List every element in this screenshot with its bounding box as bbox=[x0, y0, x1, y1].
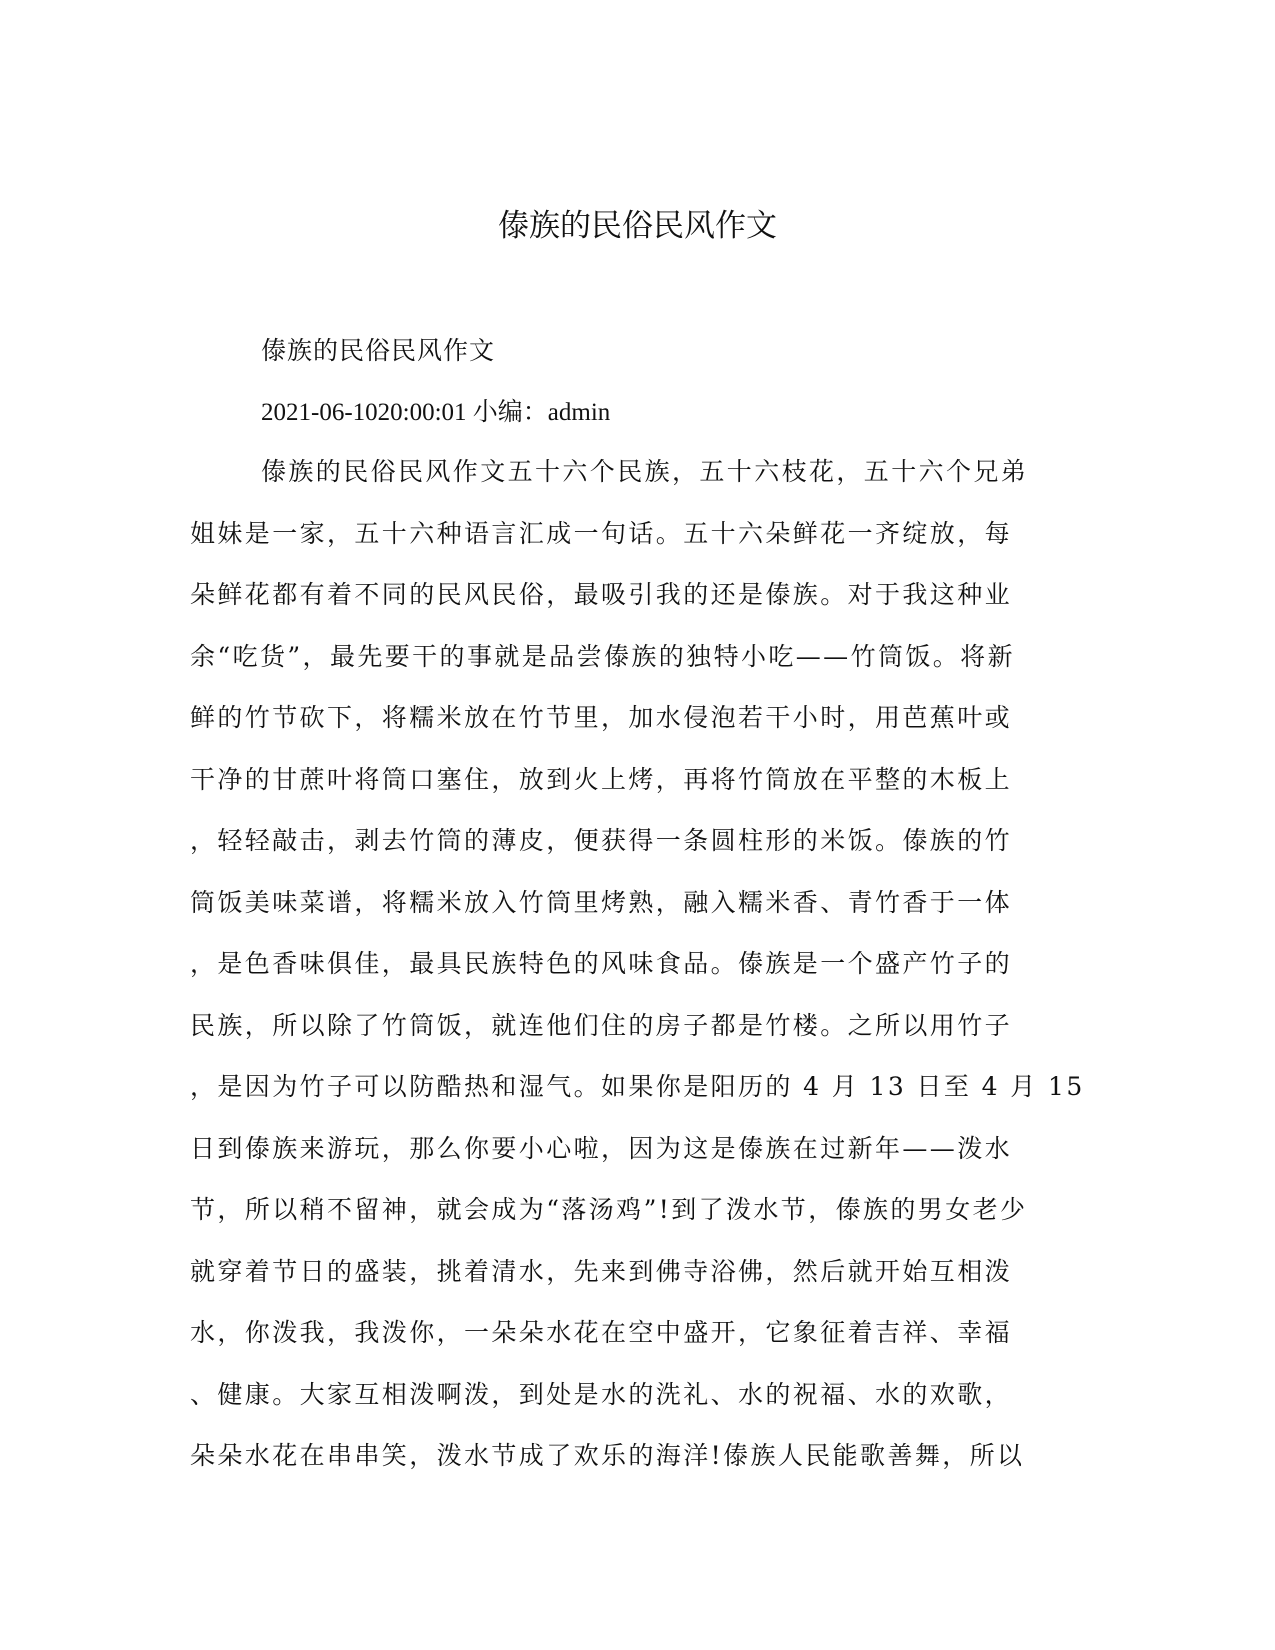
essay-line: 、健康。大家互相泼啊泼，到处是水的洗礼、水的祝福、水的欢歌， bbox=[190, 1379, 1013, 1409]
essay-line: 鲜的竹节砍下，将糯米放在竹节里，加水侵泡若干小时，用芭蕉叶或 bbox=[190, 703, 1013, 732]
date-author-line: 2021-06-1020:00:01 小编：admin bbox=[261, 399, 611, 426]
essay-line: 朵朵水花在串串笑，泼水节成了欢乐的海洋!傣族人民能歌善舞，所以 bbox=[190, 1441, 1025, 1470]
document-subtitle: 傣族的民俗民风作文 bbox=[261, 336, 496, 365]
essay-line: 民族，所以除了竹筒饭，就连他们住的房子都是竹楼。之所以用竹子 bbox=[190, 1010, 1013, 1040]
essay-line: 干净的甘蔗叶将筒口塞住，放到火上烤，再将竹筒放在平整的木板上 bbox=[190, 764, 1013, 794]
essay-line: 节，所以稍不留神，就会成为“落汤鸡”!到了泼水节，傣族的男女老少 bbox=[190, 1195, 1028, 1224]
essay-line: ，轻轻敲击，剥去竹筒的薄皮，便获得一条圆柱形的米饭。傣族的竹 bbox=[190, 826, 1013, 855]
essay-line: 日到傣族来游玩，那么你要小心啦，因为这是傣族在过新年——泼水 bbox=[190, 1133, 1013, 1163]
essay-line: ，是因为竹子可以防酷热和湿气。如果你是阳历的 4 月 13 日至 4 月 15 bbox=[190, 1072, 1085, 1101]
essay-line: 水，你泼我，我泼你，一朵朵水花在空中盛开，它象征着吉祥、幸福 bbox=[190, 1318, 1013, 1347]
essay-line: 傣族的民俗民风作文五十六个民族，五十六枝花，五十六个兄弟 bbox=[261, 457, 1029, 486]
essay-line: 余“吃货”，最先要干的事就是品尝傣族的独特小吃——竹筒饭。将新 bbox=[190, 641, 1015, 671]
essay-body bbox=[190, 455, 1090, 1501]
document-title: 傣族的民俗民风作文 bbox=[498, 208, 777, 244]
essay-line: 姐妹是一家，五十六种语言汇成一句话。五十六朵鲜花一齐绽放，每 bbox=[190, 518, 1013, 548]
essay-line: 就穿着节日的盛装，挑着清水，先来到佛寺浴佛，然后就开始互相泼 bbox=[190, 1256, 1013, 1286]
essay-line: 朵鲜花都有着不同的民风民俗，最吸引我的还是傣族。对于我这种业 bbox=[190, 580, 1013, 609]
essay-line: 筒饭美味菜谱，将糯米放入竹筒里烤熟，融入糯米香、青竹香于一体 bbox=[190, 887, 1013, 917]
essay-line: ，是色香味俱佳，最具民族特色的风味食品。傣族是一个盛产竹子的 bbox=[190, 949, 1013, 978]
